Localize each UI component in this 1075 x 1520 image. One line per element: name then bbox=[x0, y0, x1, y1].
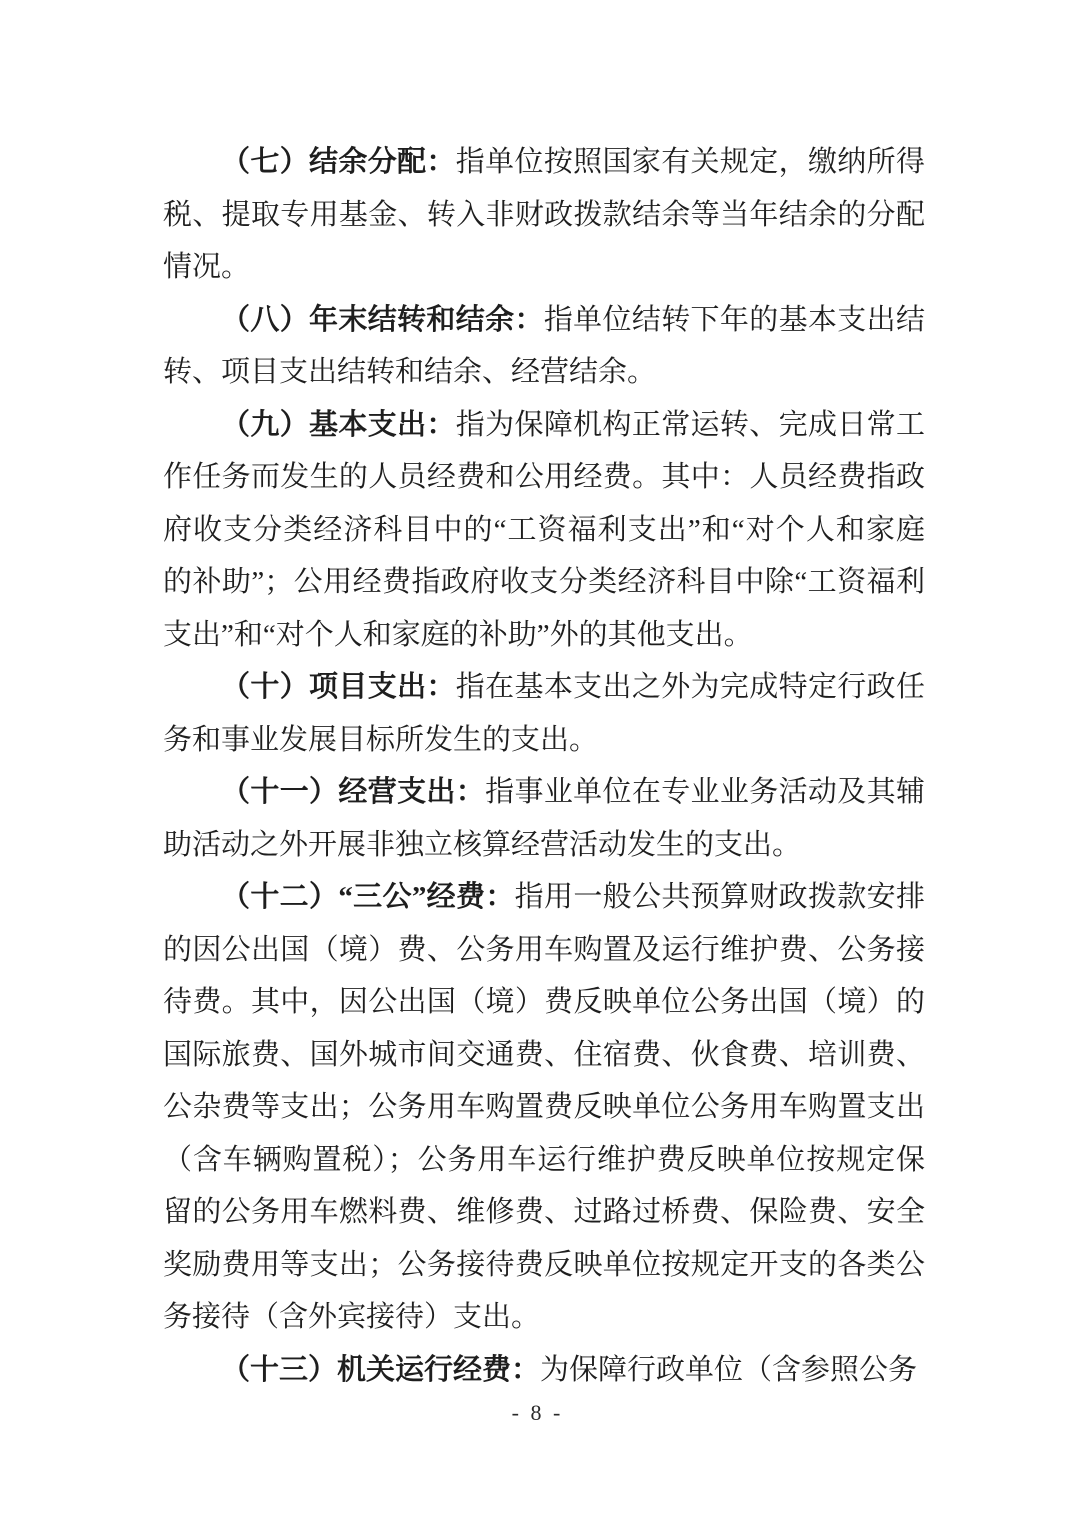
paragraph-heading: （八）年末结转和结余： bbox=[221, 303, 544, 336]
paragraph-heading: （十三）机关运行经费： bbox=[221, 1353, 541, 1386]
paragraph-item-10 bbox=[163, 661, 925, 766]
paragraph-body: 指为保障机构正常运转、完成日常工作任务而发生的人员经费和公用经费。其中：人员经费指政府收支分类经济科目中的“工资福利支出”和“对个人和家庭的补助”；公用经费指政府收支分类经济科目中除“工资福利支出”和“对个人和家庭的补助”外的其他支出。 bbox=[163, 408, 925, 651]
page-number: - 8 - bbox=[511, 1400, 564, 1425]
paragraph-body: 指单位按照国家有关规定，缴纳所得税、提取专用基金、转入非财政拨款结余等当年结余的分配情况。 bbox=[163, 146, 925, 283]
paragraph-body: 指用一般公共预算财政拨款安排的因公出国（境）费、公务用车购置及运行维护费、公务接待费。其中，因公出国（境）费反映单位公务出国（境）的国际旅费、国外城市间交通费、住宿费、伙食费、培训费、公杂费等支出；公务用车购置费反映单位公务用车购置支出（含车辆购置税）；公务用车运行维护费反映单位按规定保留的公务用车燃料费、维修费、过路过桥费、保险费、安全奖励费用等支出；公务接待费反映单位按规定开支的各类公务接待（含外宾接待）支出。 bbox=[163, 881, 925, 1333]
paragraph-item-12 bbox=[163, 871, 925, 1344]
paragraph-body: 为保障行政单位（含参照公务 bbox=[540, 1353, 918, 1386]
paragraph-body: 指单位结转下年的基本支出结转、项目支出结转和结余、经营结余。 bbox=[163, 303, 925, 388]
paragraph-heading: （九）基本支出： bbox=[221, 408, 456, 441]
paragraph-heading: （十一）经营支出： bbox=[221, 776, 486, 808]
paragraph-heading: （七）结余分配： bbox=[221, 146, 456, 178]
paragraph-item-11 bbox=[163, 766, 925, 871]
paragraph-heading: （十）项目支出： bbox=[221, 671, 456, 703]
paragraph-body: 指在基本支出之外为完成特定行政任务和事业发展目标所发生的支出。 bbox=[163, 671, 925, 756]
document-body-text bbox=[163, 136, 925, 1396]
paragraph-item-7 bbox=[163, 136, 925, 294]
paragraph-item-9 bbox=[163, 399, 925, 662]
paragraph-body: 指事业单位在专业业务活动及其辅助活动之外开展非独立核算经营活动发生的支出。 bbox=[163, 776, 925, 861]
paragraph-heading: （十二）“三公”经费： bbox=[221, 881, 515, 913]
paragraph-item-13 bbox=[163, 1344, 925, 1397]
paragraph-item-8 bbox=[163, 294, 925, 399]
